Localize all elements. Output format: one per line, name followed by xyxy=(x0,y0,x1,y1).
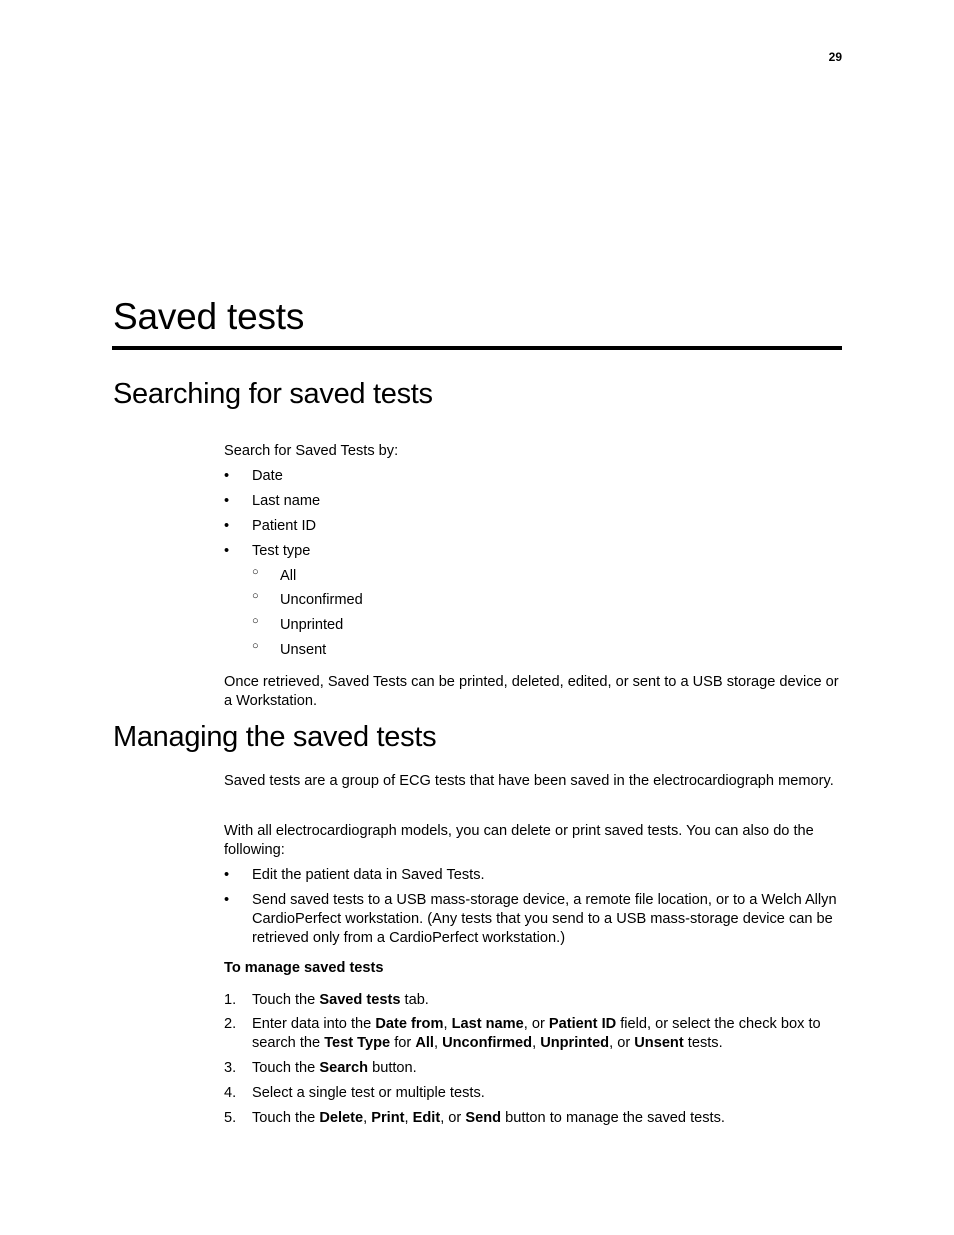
chapter-title: Saved tests xyxy=(113,296,305,337)
managing-paragraph-2: With all electrocardiograph models, you can delete or print saved tests. You can also do the following: xyxy=(224,823,814,858)
managing-paragraph-1: Saved tests are a group of ECG tests that have been saved in the electrocardiograph memory. xyxy=(224,773,834,789)
bullet-icon: • xyxy=(224,518,230,534)
circle-bullet-icon: ○ xyxy=(252,615,259,627)
procedure-title: To manage saved tests xyxy=(224,960,384,976)
circle-bullet-icon: ○ xyxy=(252,566,259,578)
bullet-icon: • xyxy=(224,543,230,559)
search-intro: Search for Saved Tests by: xyxy=(224,443,399,459)
circle-bullet-icon: ○ xyxy=(252,640,259,652)
chapter-rule xyxy=(112,346,842,350)
page-number: 29 xyxy=(828,50,842,64)
section-heading-searching: Searching for saved tests xyxy=(113,378,433,410)
bullet-icon: • xyxy=(224,892,230,908)
bullet-icon: • xyxy=(224,867,230,883)
circle-bullet-icon: ○ xyxy=(252,590,259,602)
bullet-icon: • xyxy=(224,468,230,484)
section-heading-managing: Managing the saved tests xyxy=(113,721,437,753)
search-outro: Once retrieved, Saved Tests can be printed, deleted, edited, or sent to a USB storage device or a Workstation. xyxy=(224,674,839,709)
bullet-icon: • xyxy=(224,493,230,509)
